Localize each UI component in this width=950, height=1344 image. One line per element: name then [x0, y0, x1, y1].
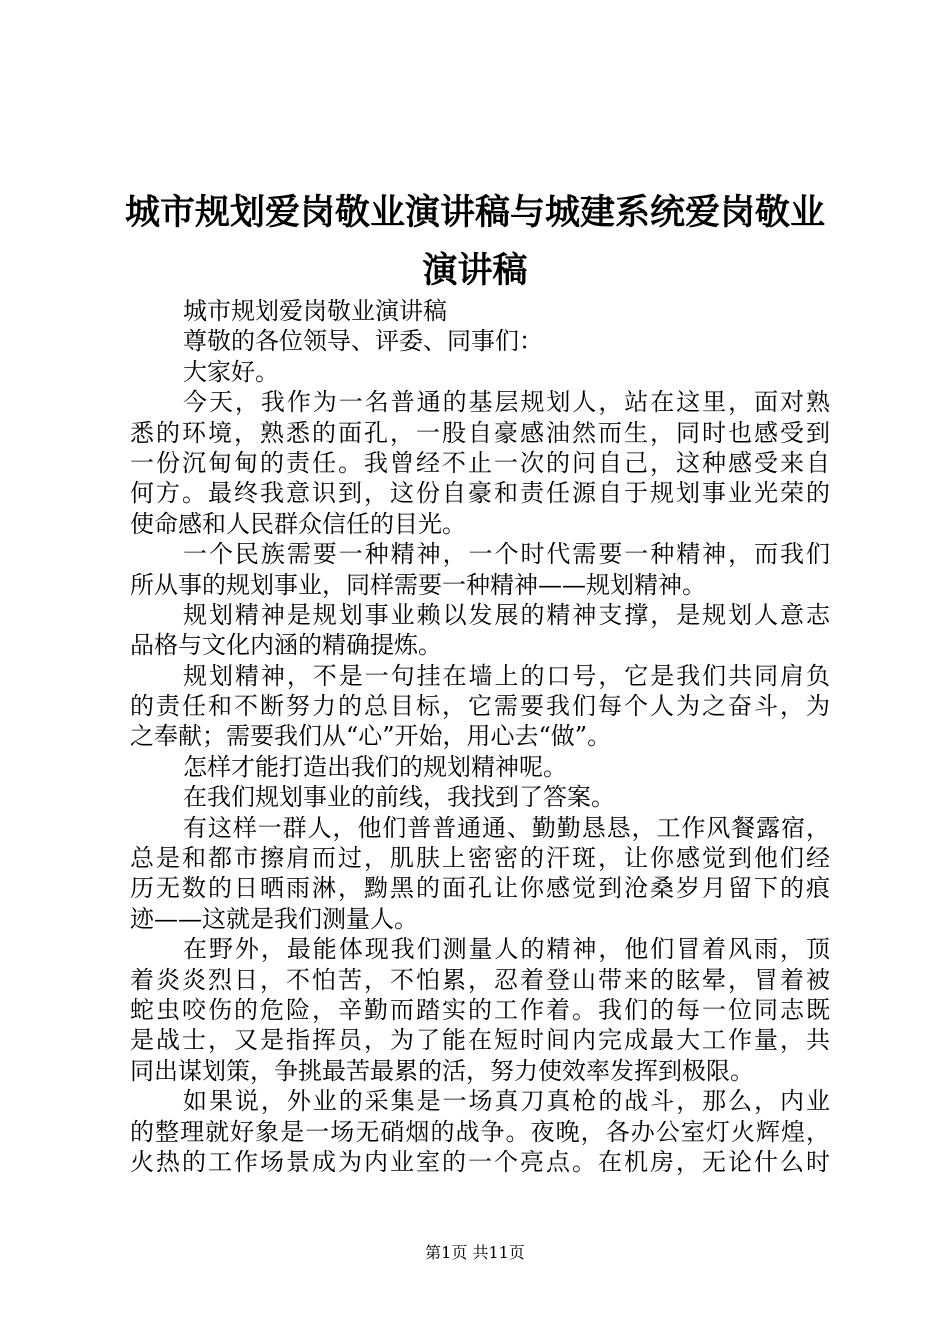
title-line: 城市规划爱岗敬业演讲稿与城建系统爱岗敬业 [124, 192, 825, 233]
paragraph-line: 在我们规划事业的前线，我找到了答案。 [183, 783, 615, 812]
paragraph-line: 品格与文化内涵的精确提炼。 [130, 631, 442, 660]
paragraph-line: 使命感和人民群众信任的目光。 [130, 509, 466, 538]
document-title [100, 184, 850, 300]
page-footer [0, 1243, 950, 1263]
paragraph-line: 何方。最终我意识到，这份自豪和责任源自于规划事业光荣的 [130, 479, 830, 508]
paragraph-line: 之奉献；需要我们从“心”开始，用心去“做”。 [130, 722, 612, 751]
title-line: 演讲稿 [422, 250, 528, 291]
paragraph-line: 有这样一群人，他们普普通通、勤勤恳恳，工作风餐露宿， [183, 813, 830, 842]
paragraph-line: 火热的工作场景成为内业室的一个亮点。在机房，无论什么时 [130, 1147, 830, 1176]
paragraph-line: 所从事的规划事业，同样需要一种精神——规划精神。 [130, 570, 706, 599]
subtitle-line: 城市规划爱岗敬业演讲稿 [183, 297, 447, 325]
paragraph-line: 在野外，最能体现我们测量人的精神，他们冒着风雨，顶 [183, 935, 830, 964]
paragraph-line: 如果说，外业的采集是一场真刀真枪的战斗，那么，内业 [183, 1087, 830, 1116]
document-body [130, 296, 830, 1177]
paragraph-line: 一个民族需要一种精神，一个时代需要一种精神，而我们 [183, 540, 830, 569]
paragraph-line: 规划精神是规划事业赖以发展的精神支撑，是规划人意志 [183, 600, 830, 629]
paragraph-line: 悉的环境，熟悉的面孔，一股自豪感油然而生，同时也感受到 [130, 418, 830, 447]
paragraph-line: 一份沉甸甸的责任。我曾经不止一次的问自己，这种感受来自 [130, 448, 830, 477]
paragraph-line: 着炎炎烈日，不怕苦，不怕累，忍着登山带来的眩晕，冒着被 [130, 965, 830, 994]
paragraph-line: 的整理就好象是一场无硝烟的战争。夜晚，各办公室灯火辉煌， [130, 1117, 830, 1146]
paragraph-line: 规划精神，不是一句挂在墙上的口号，它是我们共同肩负 [183, 661, 830, 690]
paragraph-line: 历无数的日晒雨淋，黝黑的面孔让你感觉到沧桑岁月留下的痕 [130, 874, 830, 903]
paragraph-line: 同出谋划策，争挑最苦最累的活，努力使效率发挥到极限。 [130, 1056, 754, 1085]
paragraph-line: 怎样才能打造出我们的规划精神呢。 [183, 752, 567, 781]
salutation-line: 尊敬的各位领导、评委、同事们： [183, 327, 543, 356]
paragraph-line: 今天，我作为一名普通的基层规划人，站在这里，面对熟 [183, 388, 830, 417]
paragraph-line: 是战士，又是指挥员，为了能在短时间内完成最大工作量，共 [130, 1026, 830, 1055]
greeting-line: 大家好。 [183, 357, 279, 386]
paragraph-line: 蛇虫咬伤的危险，辛勤而踏实的工作着。我们的每一位同志既 [130, 995, 830, 1024]
page-number: 第1页 共11页 [425, 1243, 525, 1262]
paragraph-line: 迹——这就是我们测量人。 [130, 904, 418, 933]
paragraph-line: 总是和都市擦肩而过，肌肤上密密的汗斑，让你感觉到他们经 [130, 844, 830, 873]
paragraph-line: 的责任和不断努力的总目标，它需要我们每个人为之奋斗，为 [130, 692, 830, 721]
